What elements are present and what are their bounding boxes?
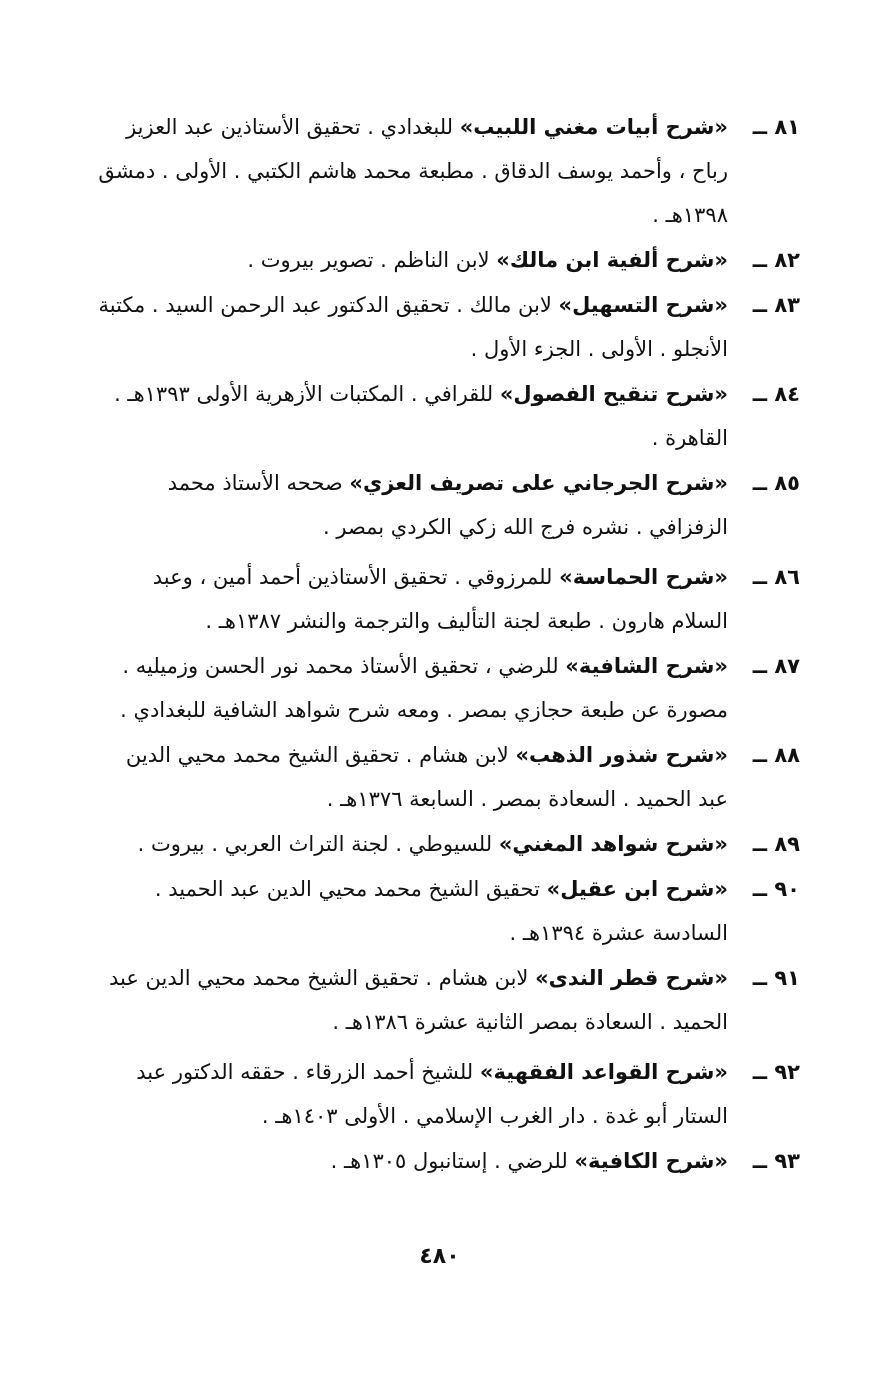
entry-title: «شرح شواهد المغني» [498,832,728,856]
entry-details: للرضي . إستانبول ١٣٠٥هـ . [330,1149,575,1173]
bibliography-entry [90,1050,800,1138]
bibliography-entry [90,372,800,460]
entry-title: «شرح قطر الندى» [535,966,728,990]
bibliography-entry [90,555,800,643]
bibliography-entry [90,283,800,371]
bibliography-entry [90,1139,800,1183]
entry-details: تحقيق الشيخ محمد محيي الدين عبد الحميد . السادسة عشرة ١٣٩٤هـ . [154,877,728,945]
entry-number: ٨٩ ــ [752,832,800,856]
entry-number: ٨٥ ــ [752,471,800,495]
entry-number: ٨٣ ــ [752,293,800,317]
entry-number: ٨٦ ــ [752,565,800,589]
entry-title: «شرح أبيات مغني اللبيب» [459,115,728,139]
entry-number: ٩١ ــ [752,966,800,990]
entry-number: ٨٤ ــ [752,382,800,406]
bibliography-entry [90,644,800,732]
entry-number: ٨٢ ــ [752,248,800,272]
entry-title: «شرح الجرجاني على تصريف العزي» [349,471,728,495]
bibliography-entry [90,822,800,866]
entry-number: ٩٣ ــ [752,1149,800,1173]
entry-number: ٩٢ ــ [752,1060,800,1084]
bibliography-entry [90,733,800,821]
entry-details: للمرزوقي . تحقيق الأستاذين أحمد أمين ، وعبد السلام هارون . طبعة لجنة التأليف والترجمة والنشر ١٣٨٧هـ . [152,565,728,633]
entry-title: «شرح الشافية» [565,654,728,678]
entry-number: ٨١ ــ [752,115,800,139]
entry-title: «شرح ألفية ابن مالك» [496,248,728,272]
bibliography-entry [90,956,800,1044]
entry-details: للقرافي . المكتبات الأزهرية الأولى ١٣٩٣هـ . القاهرة . [114,382,728,450]
entry-details: صححه الأستاذ محمد الزفزافي . نشره فرج الله زكي الكردي بمصر . [167,471,728,539]
bibliography-entry [90,461,800,549]
entry-title: «شرح الكافية» [574,1149,728,1173]
entry-title: «شرح تنقيح الفصول» [499,382,728,406]
bibliography-entry [90,867,800,955]
entry-details: لابن مالك . تحقيق الدكتور عبد الرحمن السيد . مكتبة الأنجلو . الأولى . الجزء الأول . [98,293,728,361]
entry-details: لابن هشام . تحقيق الشيخ محمد محيي الدين عبد الحميد . السعادة بمصر الثانية عشرة ١٣٨٦هـ . [108,966,728,1034]
entry-details: لابن الناظم . تصوير بيروت . [247,248,497,272]
entry-details: للبغدادي . تحقيق الأستاذين عبد العزيز رباح ، وأحمد يوسف الدقاق . مطبعة محمد هاشم الكتبي . الأولى . دمشق ١٣٩٨هـ . [98,115,728,227]
entry-title: «شرح التسهيل» [558,293,728,317]
entry-details: للسيوطي . لجنة التراث العربي . بيروت . [137,832,499,856]
bibliography-entry [90,105,800,237]
page-number: ٤٨٠ [419,1244,460,1269]
entry-details: لابن هشام . تحقيق الشيخ محمد محيي الدين عبد الحميد . السعادة بمصر . السابعة ١٣٧٦هـ . [125,743,728,811]
bibliography-entry [90,238,800,282]
entry-title: «شرح الحماسة» [559,565,728,589]
entry-title: «شرح ابن عقيل» [546,877,728,901]
entry-number: ٨٨ ــ [752,743,800,767]
bibliography-list [90,105,800,1184]
entry-number: ٨٧ ــ [752,654,800,678]
entry-details: للشيخ أحمد الزرقاء . حققه الدكتور عبد الستار أبو غدة . دار الغرب الإسلامي . الأولى ١٤٠٣هـ . [136,1060,728,1128]
entry-details: للرضي ، تحقيق الأستاذ محمد نور الحسن وزميليه . مصورة عن طبعة حجازي بمصر . ومعه شرح شواهد الشافية للبغدادي . [120,654,728,722]
entry-title: «شرح القواعد الفقهية» [479,1060,728,1084]
entry-title: «شرح شذور الذهب» [515,743,728,767]
entry-number: ٩٠ ــ [752,877,800,901]
